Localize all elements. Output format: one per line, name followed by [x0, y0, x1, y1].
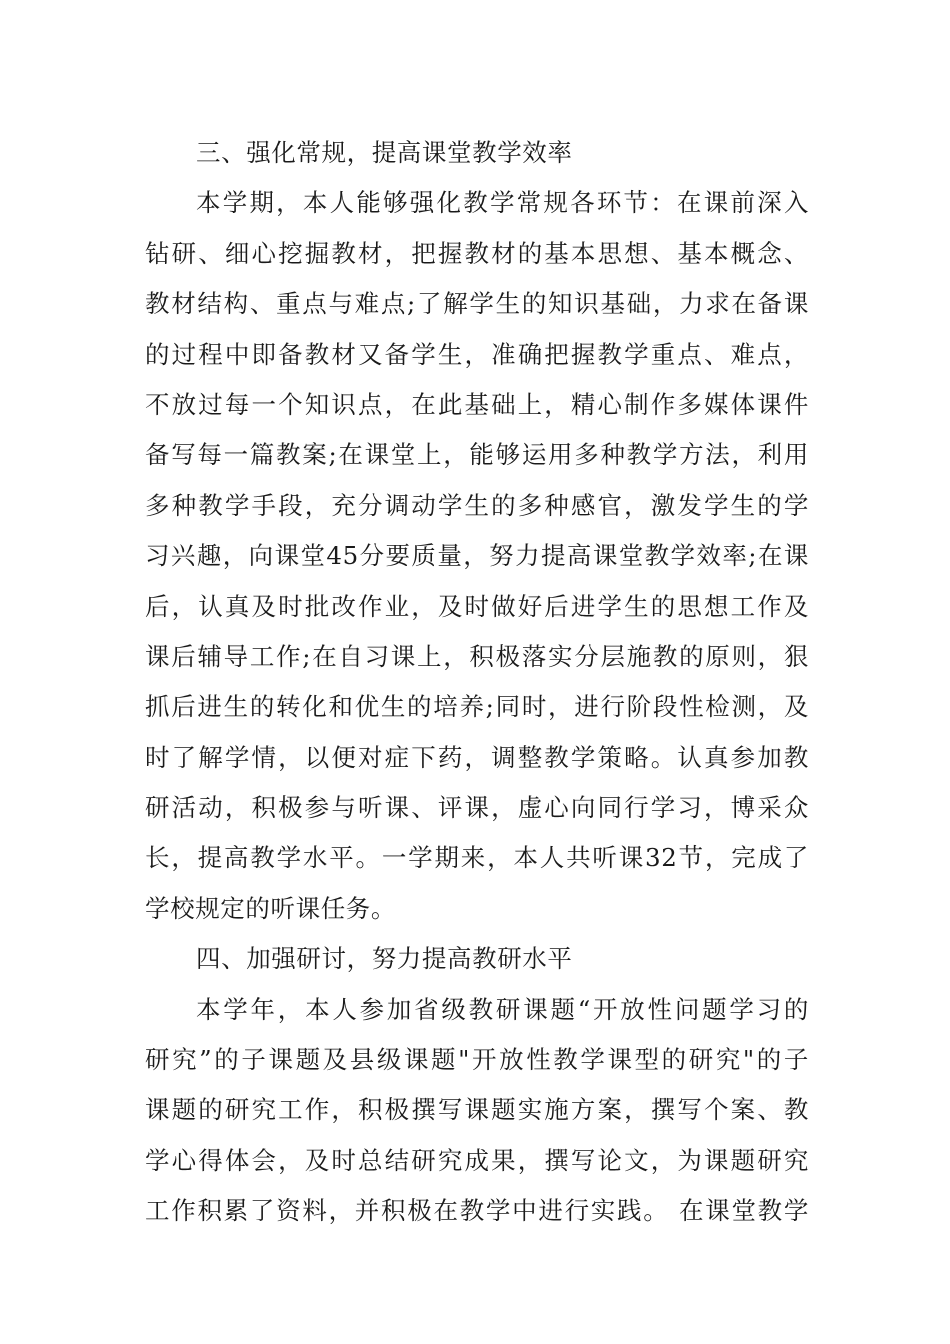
paragraph-line: 研活动，积极参与听课、评课，虚心向同行学习，博采众	[145, 793, 809, 823]
paragraph-line: 课后辅导工作;在自习课上，积极落实分层施教的原则，狠	[145, 641, 809, 671]
paragraph-last-line: 学校规定的听课任务。	[145, 893, 396, 923]
paragraph-line: 抓后进生的转化和优生的培养;同时，进行阶段性检测，及	[145, 692, 809, 722]
paragraph-line: 工作积累了资料，并积极在教学中进行实践。 在课堂教学	[145, 1196, 809, 1226]
paragraph-line: 不放过每一个知识点，在此基础上，精心制作多媒体课件	[145, 389, 809, 419]
paragraph-line: 多种教学手段，充分调动学生的多种感官，激发学生的学	[145, 490, 809, 520]
document-body	[145, 128, 809, 1237]
paragraph-first-line: 本学年，本人参加省级教研课题“开放性问题学习的	[196, 994, 809, 1024]
paragraph-line: 研究”的子课题及县级课题"开放性教学课型的研究"的子	[145, 1045, 809, 1075]
paragraph-line: 时了解学情，以便对症下药，调整教学策略。认真参加教	[145, 742, 809, 772]
paragraph-line: 教材结构、重点与难点;了解学生的知识基础，力求在备课	[145, 289, 809, 319]
paragraph-line: 的过程中即备教材又备学生，准确把握教学重点、难点，	[145, 339, 809, 369]
paragraph-line: 课题的研究工作，积极撰写课题实施方案，撰写个案、教	[145, 1095, 809, 1125]
section-heading: 三、强化常规，提高课堂教学效率	[196, 138, 573, 167]
paragraph-line: 后，认真及时批改作业，及时做好后进学生的思想工作及	[145, 591, 809, 621]
section-heading: 四、加强研讨，努力提高教研水平	[196, 944, 573, 974]
paragraph-line: 学心得体会，及时总结研究成果，撰写论文，为课题研究	[145, 1145, 809, 1175]
paragraph-line: 长，提高教学水平。一学期来，本人共听课32节，完成了	[145, 843, 809, 873]
paragraph-first-line: 本学期，本人能够强化教学常规各环节：在课前深入	[196, 188, 809, 218]
paragraph-line: 钻研、细心挖掘教材，把握教材的基本思想、基本概念、	[145, 238, 809, 268]
paragraph-line: 习兴趣，向课堂45分要质量，努力提高课堂教学效率;在课	[145, 541, 809, 571]
paragraph-line: 备写每一篇教案;在课堂上，能够运用多种教学方法，利用	[145, 440, 809, 470]
